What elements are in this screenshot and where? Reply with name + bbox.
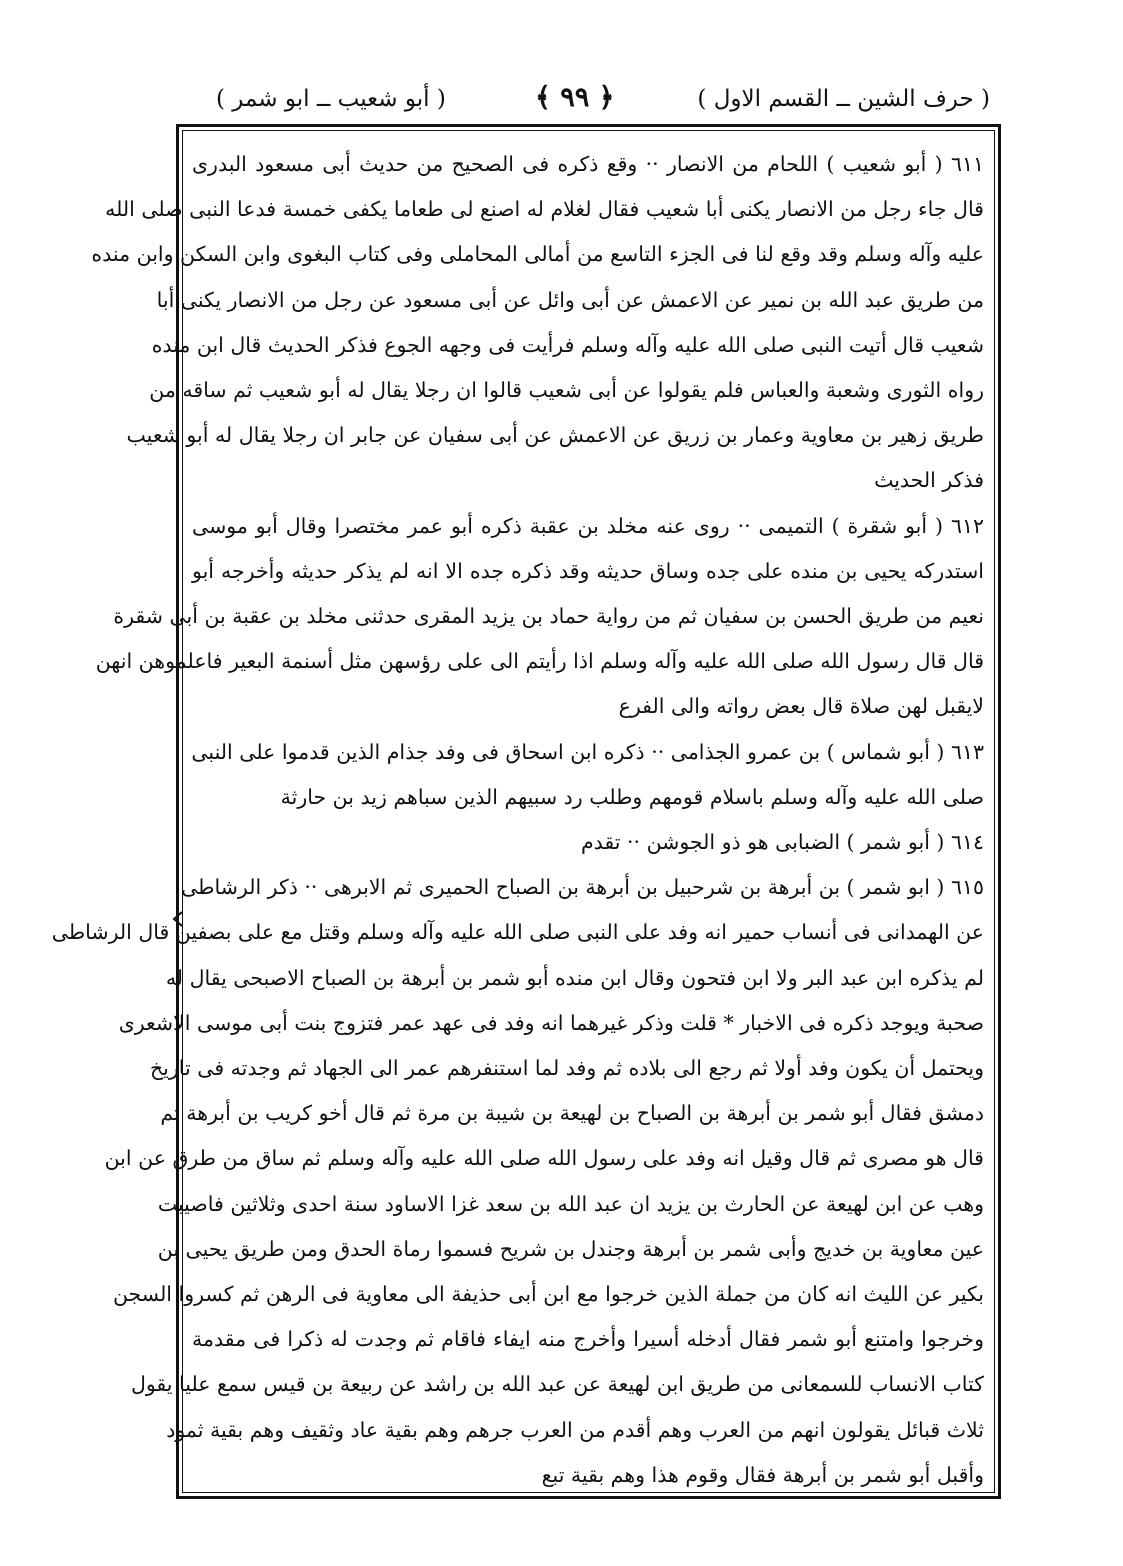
text-line: لايقبل لهن صلاة قال بعض رواته والى الفرع [618,694,984,719]
header-right-title: ( حرف الشين ــ القسم الاول ) [697,86,990,112]
page-number: ﴿ ٩٩ ﴾ [535,82,615,113]
text-line: ٦١٣ ( أبو شماس ) بن عمرو الجذامى ·· ذكره ابن اسحاق فى وفد جذام الذين قدموا على النبى [191,739,984,764]
text-line: ٦١١ ( أبو شعيب ) اللحام من الانصار ·· وقع ذكره فى الصحيح من حديث أبى مسعود البدرى [192,152,984,176]
text-line: ثلاث قبائل يقولون انهم من العرب وهم أقدم من العرب جرهم وهم بقية عاد وثقيف وهم بقية ثمود [166,1417,984,1442]
text-line: قال جاء رجل من الانصار يكنى أبا شعيب فقال لغلام له اصنع لى طعاما يكفى خمسة فدعا النبى صلى الله [105,197,984,222]
text-line: فذكر الحديث [874,468,984,493]
text-line: صلى الله عليه وآله وسلم باسلام قومهم وطلب رد سبيهم الذين سباهم زيد بن حارثة [280,784,984,809]
text-line: وهب عن ابن لهيعة عن الحارث بن يزيد ان عبد الله بن سعد غزا الاساود سنة احدى وثلاثين فاصيبت [157,1191,984,1216]
text-line: نعيم من طريق الحسن بن سفيان ثم من رواية حماد بن يزيد المقرى حدثنى مخلد بن عقبة بن أبى شقرة [113,604,984,628]
text-line: لم يذكره ابن عبد البر ولا ابن فتحون وقال ابن منده أبو شمر بن أبرهة بن الصباح الاصبحى يقال له [165,965,984,990]
text-line: ٦١٥ ( ابو شمر ) بن أبرهة بن شرحبيل بن أبرهة بن الصباح الحميرى ثم الابرهى ·· ذكر الرشاطى [181,875,984,900]
text-line: من طريق عبد الله بن نمير عن الاعمش عن أبى وائل عن أبى مسعود عن رجل من الانصار يكنى أبا [156,287,984,312]
text-line: شعيب قال أتيت النبى صلى الله عليه وآله وسلم فرأيت فى وجهه الجوع فذكر الحديث قال ابن منده [151,332,984,357]
text-line: صحبة ويوجد ذكره فى الاخبار * قلت وذكر غيرهما انه وفد فى عهد عمر فتزوج بنت أبى موسى الاشعرى [118,1010,984,1035]
header-left-title: ( أبو شعيب ــ ابو شمر ) [216,86,446,112]
text-body [51,140,984,1487]
text-line: كتاب الانساب للسمعانى من طريق ابن لهيعة عن عبد الله بن راشد عن ربيعة بن قيس سمع عليا يقول [130,1372,984,1397]
text-line: ٦١٢ ( أبو شقرة ) التميمى ·· روى عنه مخلد بن عقبة ذكره أبو عمر مختصرا وقال أبو موسى [192,513,984,538]
text-line: ٦١٤ ( أبو شمر ) الضبابى هو ذو الجوشن ·· تقدم [580,830,984,854]
text-line: رواه الثورى وشعبة والعباس فلم يقولوا عن أبى شعيب قالوا ان رجلا يقال له أبو شعيب ثم ساقه من [149,378,984,402]
text-line: عين معاوية بن خديج وأبى شمر بن أبرهة وجندل بن شريح فسموا رماة الحدق ومن طريق يحيى بن [157,1236,984,1261]
text-line: استدركه يحيى بن منده على جده وساق حديثه وقد ذكره جده الا انه لم يذكر حديثه وأخرجه أبو [192,558,984,583]
text-line: عليه وآله وسلم وقد وقع لنا فى الجزء التاسع من أمالى المحاملى وفى كتاب البغوى وابن السكن وابن منده [91,242,984,267]
text-line: وأقبل أبو شمر بن أبرهة فقال وقوم هذا وهم بقية تبع [541,1462,984,1487]
text-line: بكير عن الليث انه كان من جملة الذين خرجوا مع ابن أبى حذيفة الى معاوية فى الرهن ثم كسروا السجن [112,1282,984,1306]
text-line: دمشق فقال أبو شمر بن أبرهة بن الصباح بن لهيعة بن شيبة بن مرة ثم قال أخو كريب بن أبرهة ثم [160,1101,984,1126]
text-line: وخرجوا وامتنع أبو شمر فقال أدخله أسيرا وأخرج منه ايفاء فاقام ثم وجدت له ذكرا فى مقدمة [192,1327,984,1352]
text-line: قال هو مصرى ثم قال وقيل انه وفد على رسول الله صلى الله عليه وآله وسلم ثم ساق من طرق عن ابن [104,1146,984,1171]
text-line: طريق زهير بن معاوية وعمار بن زريق عن الاعمش عن أبى سفيان عن جابر ان رجلا يقال له أبو شعيب [126,423,984,448]
text-line: ويحتمل أن يكون وفد أولا ثم رجع الى بلاده ثم وفد لما استنفرهم عمر الى الجهاد ثم وجدته فى تاريخ [149,1056,984,1080]
text-line: عن الهمدانى فى أنساب حمير انه وفد على النبى صلى الله عليه وآله وسلم وقتل مع على بصفين قال الرشاطى [51,920,984,945]
text-line: قال قال رسول الله صلى الله عليه وآله وسلم اذا رأيتم الى على رؤسهن مثل أسنمة البعير فاعلموهن انهن [95,649,984,674]
